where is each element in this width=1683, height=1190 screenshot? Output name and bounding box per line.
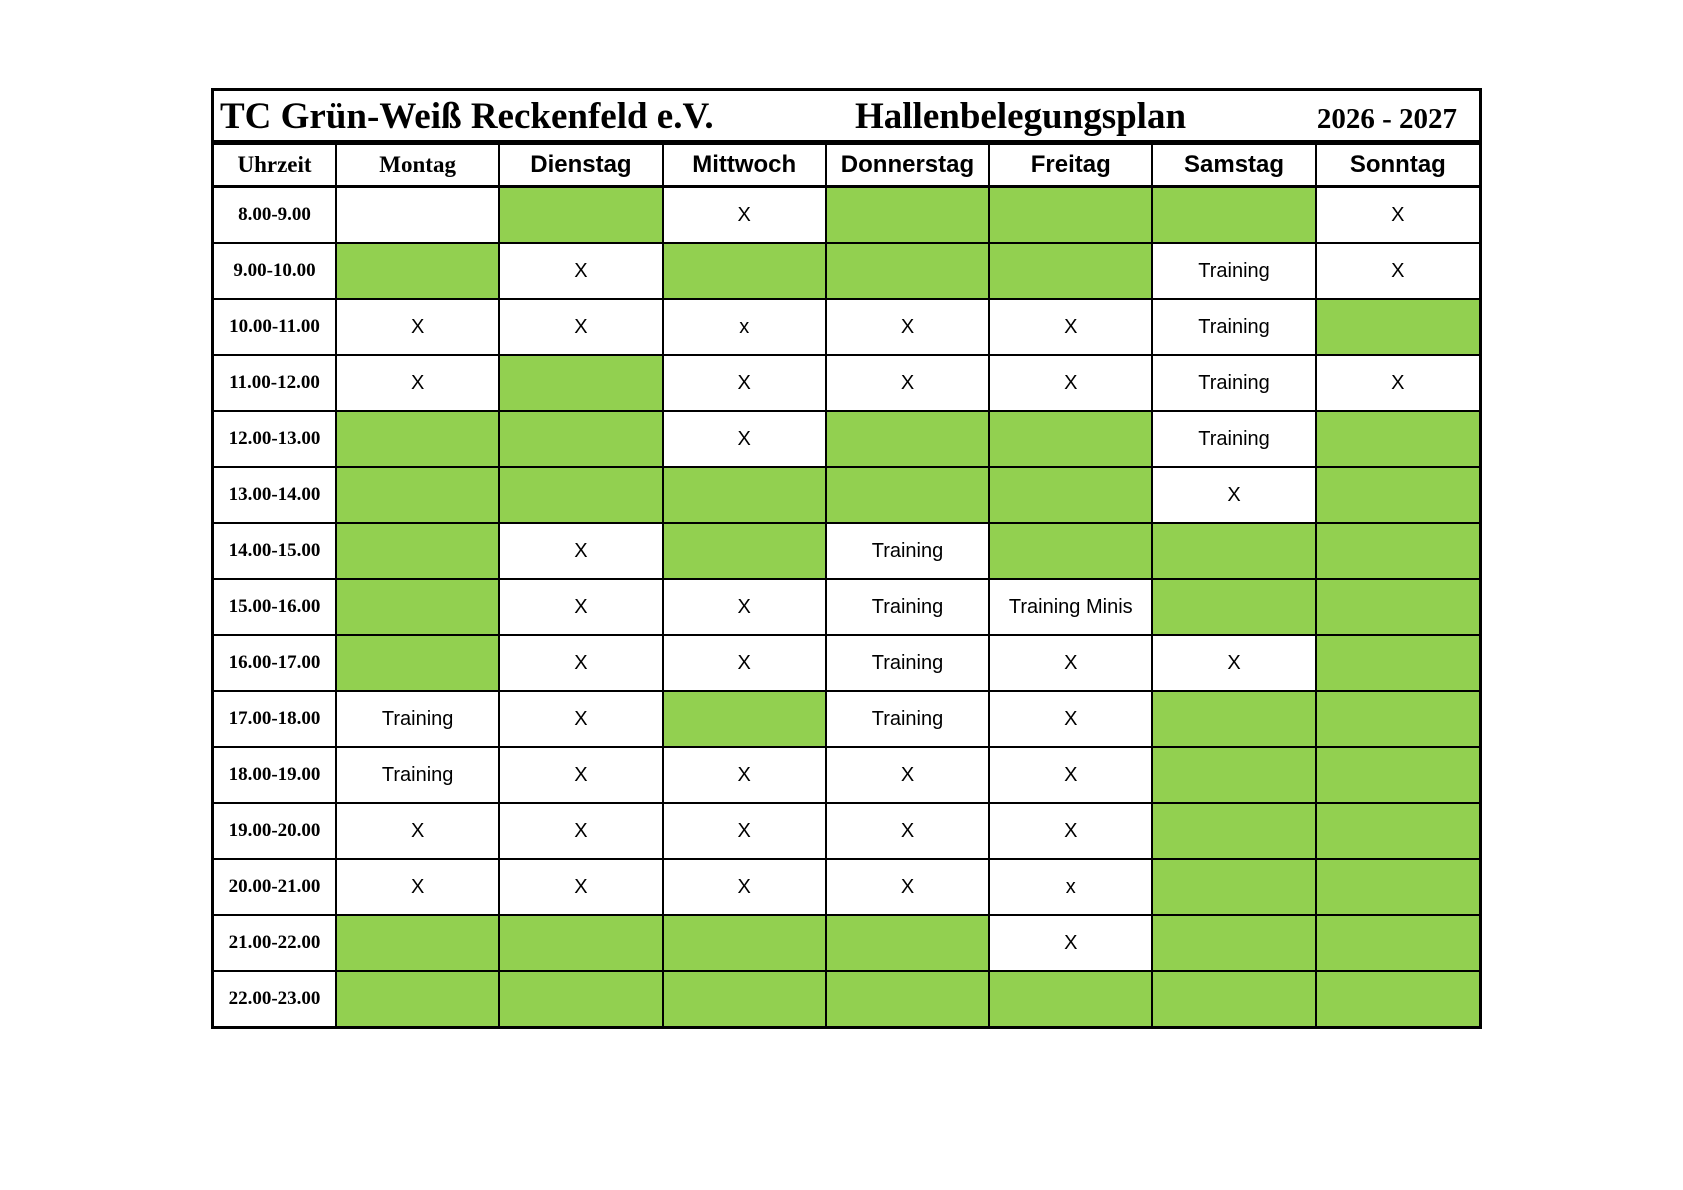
time-slot-label: 22.00-23.00	[214, 971, 336, 1026]
slot-free-sonntag	[1316, 635, 1479, 691]
time-slot-label: 20.00-21.00	[214, 859, 336, 915]
slot-samstag: Training	[1152, 243, 1315, 299]
table-row	[214, 691, 1479, 747]
slot-freitag: X	[989, 691, 1152, 747]
slot-free-samstag	[1152, 523, 1315, 579]
table-row	[214, 411, 1479, 467]
slot-montag: X	[336, 355, 499, 411]
slot-dienstag: X	[499, 635, 662, 691]
table-row	[214, 915, 1479, 971]
slot-free-dienstag	[499, 915, 662, 971]
slot-free-mittwoch	[663, 915, 826, 971]
slot-dienstag: X	[499, 747, 662, 803]
plan-title: Hallenbelegungsplan	[855, 96, 1187, 137]
slot-mittwoch: x	[663, 299, 826, 355]
slot-free-sonntag	[1316, 915, 1479, 971]
slot-mittwoch: X	[663, 411, 826, 467]
slot-free-dienstag	[499, 187, 662, 244]
slot-free-dienstag	[499, 355, 662, 411]
slot-free-dienstag	[499, 411, 662, 467]
schedule-sheet	[211, 88, 1482, 1029]
slot-free-montag	[336, 971, 499, 1026]
slot-donnerstag: Training	[826, 523, 989, 579]
slot-free-donnerstag	[826, 467, 989, 523]
slot-free-montag	[336, 467, 499, 523]
slot-free-sonntag	[1316, 411, 1479, 467]
slot-samstag: Training	[1152, 355, 1315, 411]
slot-freitag: X	[989, 747, 1152, 803]
time-slot-label: 12.00-13.00	[214, 411, 336, 467]
slot-free-freitag	[989, 467, 1152, 523]
column-header-dienstag: Dienstag	[499, 144, 662, 187]
slot-free-sonntag	[1316, 803, 1479, 859]
time-slot-label: 18.00-19.00	[214, 747, 336, 803]
table-row	[214, 467, 1479, 523]
slot-free-mittwoch	[663, 971, 826, 1026]
table-row	[214, 243, 1479, 299]
slot-free-samstag	[1152, 859, 1315, 915]
slot-free-samstag	[1152, 971, 1315, 1026]
header-row	[214, 144, 1479, 187]
slot-freitag: X	[989, 915, 1152, 971]
season-label: 2026 - 2027	[1316, 103, 1457, 135]
slot-free-donnerstag	[826, 971, 989, 1026]
slot-free-donnerstag	[826, 187, 989, 244]
column-header-sonntag: Sonntag	[1316, 144, 1479, 187]
slot-mittwoch: X	[663, 635, 826, 691]
slot-freitag: x	[989, 859, 1152, 915]
time-slot-label: 19.00-20.00	[214, 803, 336, 859]
table-row	[214, 635, 1479, 691]
slot-free-sonntag	[1316, 971, 1479, 1026]
slot-dienstag: X	[499, 691, 662, 747]
slot-dienstag: X	[499, 523, 662, 579]
schedule-table	[214, 143, 1479, 1026]
slot-mittwoch: X	[663, 803, 826, 859]
slot-free-dienstag	[499, 467, 662, 523]
table-row	[214, 859, 1479, 915]
club-name: TC Grün-Weiß Reckenfeld e.V.	[220, 96, 714, 137]
time-slot-label: 21.00-22.00	[214, 915, 336, 971]
slot-free-samstag	[1152, 579, 1315, 635]
slot-dienstag: X	[499, 579, 662, 635]
slot-free-sonntag	[1316, 467, 1479, 523]
slot-free-montag	[336, 579, 499, 635]
slot-free-sonntag	[1316, 691, 1479, 747]
table-row	[214, 187, 1479, 244]
column-header-time: Uhrzeit	[214, 144, 336, 187]
slot-free-montag	[336, 915, 499, 971]
slot-montag: X	[336, 859, 499, 915]
slot-freitag: X	[989, 803, 1152, 859]
column-header-freitag: Freitag	[989, 144, 1152, 187]
slot-free-sonntag	[1316, 747, 1479, 803]
slot-donnerstag: X	[826, 859, 989, 915]
slot-montag: X	[336, 803, 499, 859]
table-row	[214, 971, 1479, 1026]
slot-samstag: X	[1152, 467, 1315, 523]
slot-free-samstag	[1152, 803, 1315, 859]
slot-free-mittwoch	[663, 467, 826, 523]
slot-free-sonntag	[1316, 859, 1479, 915]
slot-free-montag	[336, 523, 499, 579]
table-row	[214, 523, 1479, 579]
slot-free-mittwoch	[663, 243, 826, 299]
slot-mittwoch: X	[663, 747, 826, 803]
slot-sonntag: X	[1316, 355, 1479, 411]
slot-free-donnerstag	[826, 411, 989, 467]
slot-free-samstag	[1152, 187, 1315, 244]
time-slot-label: 11.00-12.00	[214, 355, 336, 411]
slot-sonntag: X	[1316, 187, 1479, 244]
slot-free-freitag	[989, 187, 1152, 244]
time-slot-label: 13.00-14.00	[214, 467, 336, 523]
slot-free-sonntag	[1316, 299, 1479, 355]
slot-free-freitag	[989, 523, 1152, 579]
slot-samstag: Training	[1152, 411, 1315, 467]
slot-mittwoch: X	[663, 187, 826, 244]
slot-donnerstag: Training	[826, 691, 989, 747]
slot-free-mittwoch	[663, 691, 826, 747]
column-header-mittwoch: Mittwoch	[663, 144, 826, 187]
time-slot-label: 17.00-18.00	[214, 691, 336, 747]
slot-free-montag	[336, 243, 499, 299]
slot-donnerstag: Training	[826, 579, 989, 635]
schedule-body	[214, 187, 1479, 1027]
time-slot-label: 16.00-17.00	[214, 635, 336, 691]
table-row	[214, 803, 1479, 859]
column-header-montag: Montag	[336, 144, 499, 187]
slot-sonntag: X	[1316, 243, 1479, 299]
slot-free-montag	[336, 635, 499, 691]
slot-donnerstag: X	[826, 299, 989, 355]
slot-samstag: Training	[1152, 299, 1315, 355]
slot-dienstag: X	[499, 803, 662, 859]
slot-freitag: X	[989, 635, 1152, 691]
time-slot-label: 8.00-9.00	[214, 187, 336, 244]
slot-freitag: X	[989, 299, 1152, 355]
table-row	[214, 579, 1479, 635]
slot-donnerstag: X	[826, 803, 989, 859]
slot-free-mittwoch	[663, 523, 826, 579]
slot-free-sonntag	[1316, 523, 1479, 579]
slot-dienstag: X	[499, 859, 662, 915]
slot-mittwoch: X	[663, 355, 826, 411]
slot-free-montag	[336, 411, 499, 467]
slot-free-freitag	[989, 971, 1152, 1026]
slot-free-donnerstag	[826, 915, 989, 971]
slot-montag: X	[336, 299, 499, 355]
column-header-donnerstag: Donnerstag	[826, 144, 989, 187]
slot-free-samstag	[1152, 691, 1315, 747]
slot-free-freitag	[989, 411, 1152, 467]
slot-free-donnerstag	[826, 243, 989, 299]
slot-mittwoch: X	[663, 859, 826, 915]
slot-donnerstag: X	[826, 747, 989, 803]
time-slot-label: 9.00-10.00	[214, 243, 336, 299]
slot-free-freitag	[989, 243, 1152, 299]
slot-donnerstag: X	[826, 355, 989, 411]
slot-montag: Training	[336, 691, 499, 747]
column-header-samstag: Samstag	[1152, 144, 1315, 187]
slot-dienstag: X	[499, 299, 662, 355]
title-bar	[214, 91, 1479, 143]
time-slot-label: 15.00-16.00	[214, 579, 336, 635]
slot-free-sonntag	[1316, 579, 1479, 635]
slot-free-dienstag	[499, 971, 662, 1026]
table-row	[214, 355, 1479, 411]
time-slot-label: 14.00-15.00	[214, 523, 336, 579]
time-slot-label: 10.00-11.00	[214, 299, 336, 355]
slot-freitag: Training Minis	[989, 579, 1152, 635]
slot-montag: Training	[336, 747, 499, 803]
slot-freitag: X	[989, 355, 1152, 411]
table-row	[214, 299, 1479, 355]
slot-donnerstag: Training	[826, 635, 989, 691]
slot-montag	[336, 187, 499, 244]
slot-samstag: X	[1152, 635, 1315, 691]
table-row	[214, 747, 1479, 803]
slot-mittwoch: X	[663, 579, 826, 635]
slot-free-samstag	[1152, 747, 1315, 803]
slot-dienstag: X	[499, 243, 662, 299]
slot-free-samstag	[1152, 915, 1315, 971]
